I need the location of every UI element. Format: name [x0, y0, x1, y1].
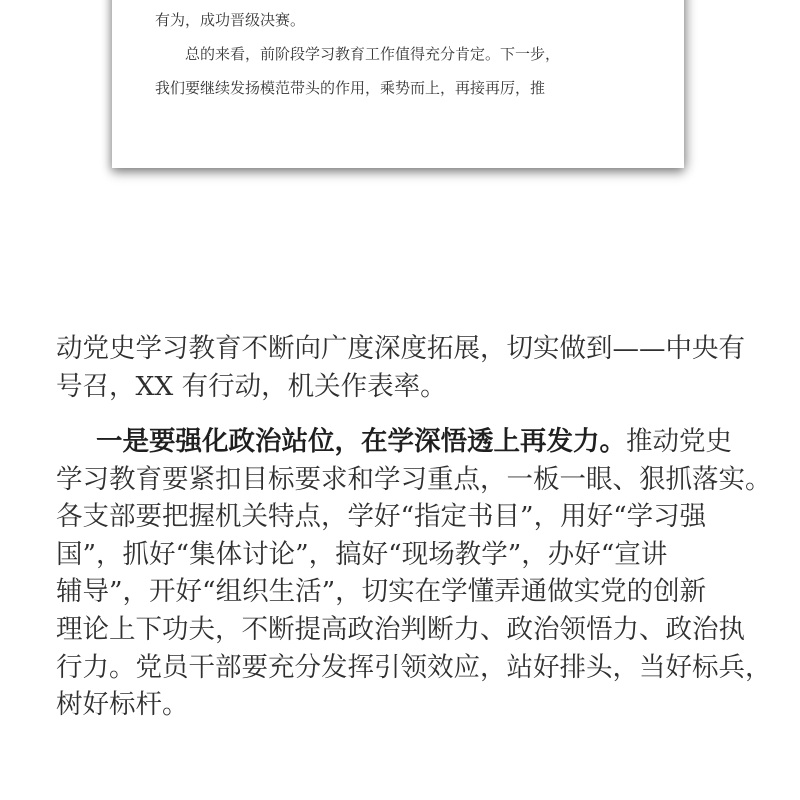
text-line: 理论上下功夫，不断提高政治判断力、政治领悟力、政治执 [56, 613, 745, 645]
card-text-line: 有为，成功晋级决赛。 [155, 11, 306, 29]
text-line: 号召，XX 有行动，机关作表率。 [56, 370, 447, 402]
paragraph-continuation [56, 330, 756, 405]
text-line: 国”，抓好“集体讨论”，搞好“现场教学”，办好“宣讲 [56, 538, 668, 570]
text-run: 推动党史 [626, 426, 732, 457]
text-line: 辅导”，开好“组织生活”，切实在学懂弄通做实党的创新 [56, 576, 707, 608]
text-line: 动党史学习教育不断向广度深度拓展，切实做到——中央有 [56, 333, 745, 364]
text-line: 行力。党员干部要充分发挥引领效应，站好排头，当好标兵， [56, 651, 772, 683]
bold-heading: 一是要强化政治站位，在学深悟透上再发力。 [96, 426, 626, 457]
text-line: 各支部要把握机关特点，学好“指定书目”，用好“学习强 [56, 501, 707, 533]
paragraph-political-stance [56, 423, 772, 724]
text-line [56, 423, 756, 461]
text-line: 树好标杆。 [56, 689, 189, 721]
card-text-line: 总的来看，前阶段学习教育工作值得充分肯定。下一步， [185, 45, 561, 63]
card-text-line: 我们要继续发扬模范带头的作用，乘势而上，再接再厉，推 [155, 79, 546, 97]
text-line: 学习教育要紧扣目标要求和学习重点，一板一眼、狠抓落实。 [56, 463, 772, 495]
